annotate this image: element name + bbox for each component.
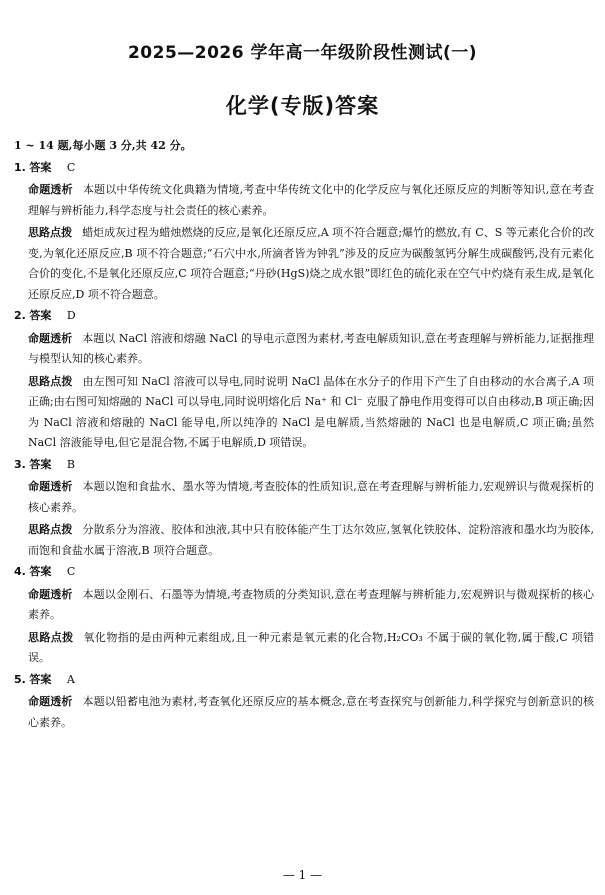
answer-label: 答案 [29,565,52,578]
question-number: 5. [14,672,26,686]
question-2-tips [28,372,594,454]
answer-label: 答案 [29,309,52,322]
question-2-answer [14,306,594,327]
answer-label: 答案 [29,160,52,174]
answer-value: D [66,309,76,322]
answer-value: C [66,160,76,174]
answer-label: 答案 [29,672,52,686]
tips-label: 思路点拨 [28,523,73,536]
answer-content [14,136,594,733]
tips-label: 思路点拨 [28,226,73,239]
analysis-label: 命题透析 [28,480,73,493]
analysis-text: 本题以饱和食盐水、墨水等为情境,考查胶体的性质知识,意在考查理解与辨析能力,宏观辨识与微观探析的核心素养。 [28,480,594,514]
analysis-label: 命题透析 [28,695,73,708]
page-title: 2025—2026 学年高一年级阶段性测试(一) [127,43,478,63]
page-number: — 1 — [282,868,323,882]
question-4-analysis [28,585,594,626]
question-1-tips [28,223,594,305]
question-number: 4. [14,565,26,578]
tips-text: 蜡炬成灰过程为蜡烛燃烧的反应,是氧化还原反应,A 项不符合题意;爆竹的燃放,有 C、S 等元素化合价的改变,为氧化还原反应,B 项不符合题意;“石穴中水,所滴者皆为钟乳”涉及的反应为碳酸氢钙分解生成碳酸钙,没有元素化合价的变化,不是氧化还原反应,C 项符合题意;“丹砂(HgS)烧之成水银”即红色的硫化汞在空气中灼烧有汞生成,是氧化还原反应,D 项不符合题意。 [28,226,594,301]
page-subtitle: 化学(专版)答案 [225,94,380,118]
tips-label: 思路点拨 [28,374,73,388]
analysis-text: 本题以 NaCl 溶液和熔融 NaCl 的导电示意图为素材,考查电解质知识,意在考查理解与辨析能力,证据推理与模型认知的核心素养。 [28,331,594,365]
question-number: 2. [14,309,26,322]
question-5-answer [14,670,594,691]
answer-value: A [66,672,75,686]
tips-label: 思路点拨 [28,630,74,644]
question-number: 1. [14,160,26,174]
analysis-text: 本题以中华传统文化典籍为情境,考查中华传统文化中的化学反应与氧化还原反应的判断等知识,意在考查理解与辨析能力,科学态度与社会责任的核心素养。 [28,183,595,217]
tips-text: 氧化物指的是由两种元素组成,且一种元素是氧元素的化合物,H₂CO₃ 不属于碳的氧化物,属于酸,C 项错误。 [28,630,594,664]
question-3-analysis [28,477,594,518]
answer-value: B [66,457,75,471]
analysis-text: 本题以金刚石、石墨等为情境,考查物质的分类知识,意在考查理解与辨析能力,宏观辨识与微观探析的核心素养。 [28,587,594,621]
analysis-label: 命题透析 [28,331,73,345]
answer-value: C [66,565,76,578]
answer-label: 答案 [29,457,52,471]
analysis-label: 命题透析 [28,183,73,196]
scoring-intro: 1 ~ 14 题,每小题 3 分,共 42 分。 [14,139,192,152]
question-4-tips [28,628,594,669]
question-2-analysis [28,329,594,370]
question-3-tips [28,520,594,561]
question-5-analysis [28,692,594,733]
question-1-analysis [28,180,594,221]
question-4-answer [14,562,594,583]
analysis-label: 命题透析 [28,587,73,601]
question-number: 3. [14,457,26,471]
question-1-answer [14,158,594,179]
tips-text: 分散系分为溶液、胶体和浊液,其中只有胶体能产生丁达尔效应,氢氧化铁胶体、淀粉溶液和墨水均为胶体,而饱和食盐水属于溶液,B 项符合题意。 [28,523,594,557]
analysis-text: 本题以铅蓄电池为素材,考查氧化还原反应的基本概念,意在考查探究与创新能力,科学探究与创新意识的核心素养。 [28,695,594,729]
question-3-answer [14,455,594,476]
tips-text: 由左图可知 NaCl 溶液可以导电,同时说明 NaCl 晶体在水分子的作用下产生了自由移动的水合离子,A 项正确;由右图可知熔融的 NaCl 可以导电,同时说明熔化后 Na⁺ 和 Cl⁻ 克服了静电作用变得可以自由移动,B 项正确;因为 NaCl 溶液和熔融的 NaCl 能导电,所以纯净的 NaCl 是电解质,当然熔融的 NaCl 也是电解质,C 项正确;虽然 NaCl 溶液能导电,但它是混合物,不属于电解质,D 项错误。 [28,374,595,449]
